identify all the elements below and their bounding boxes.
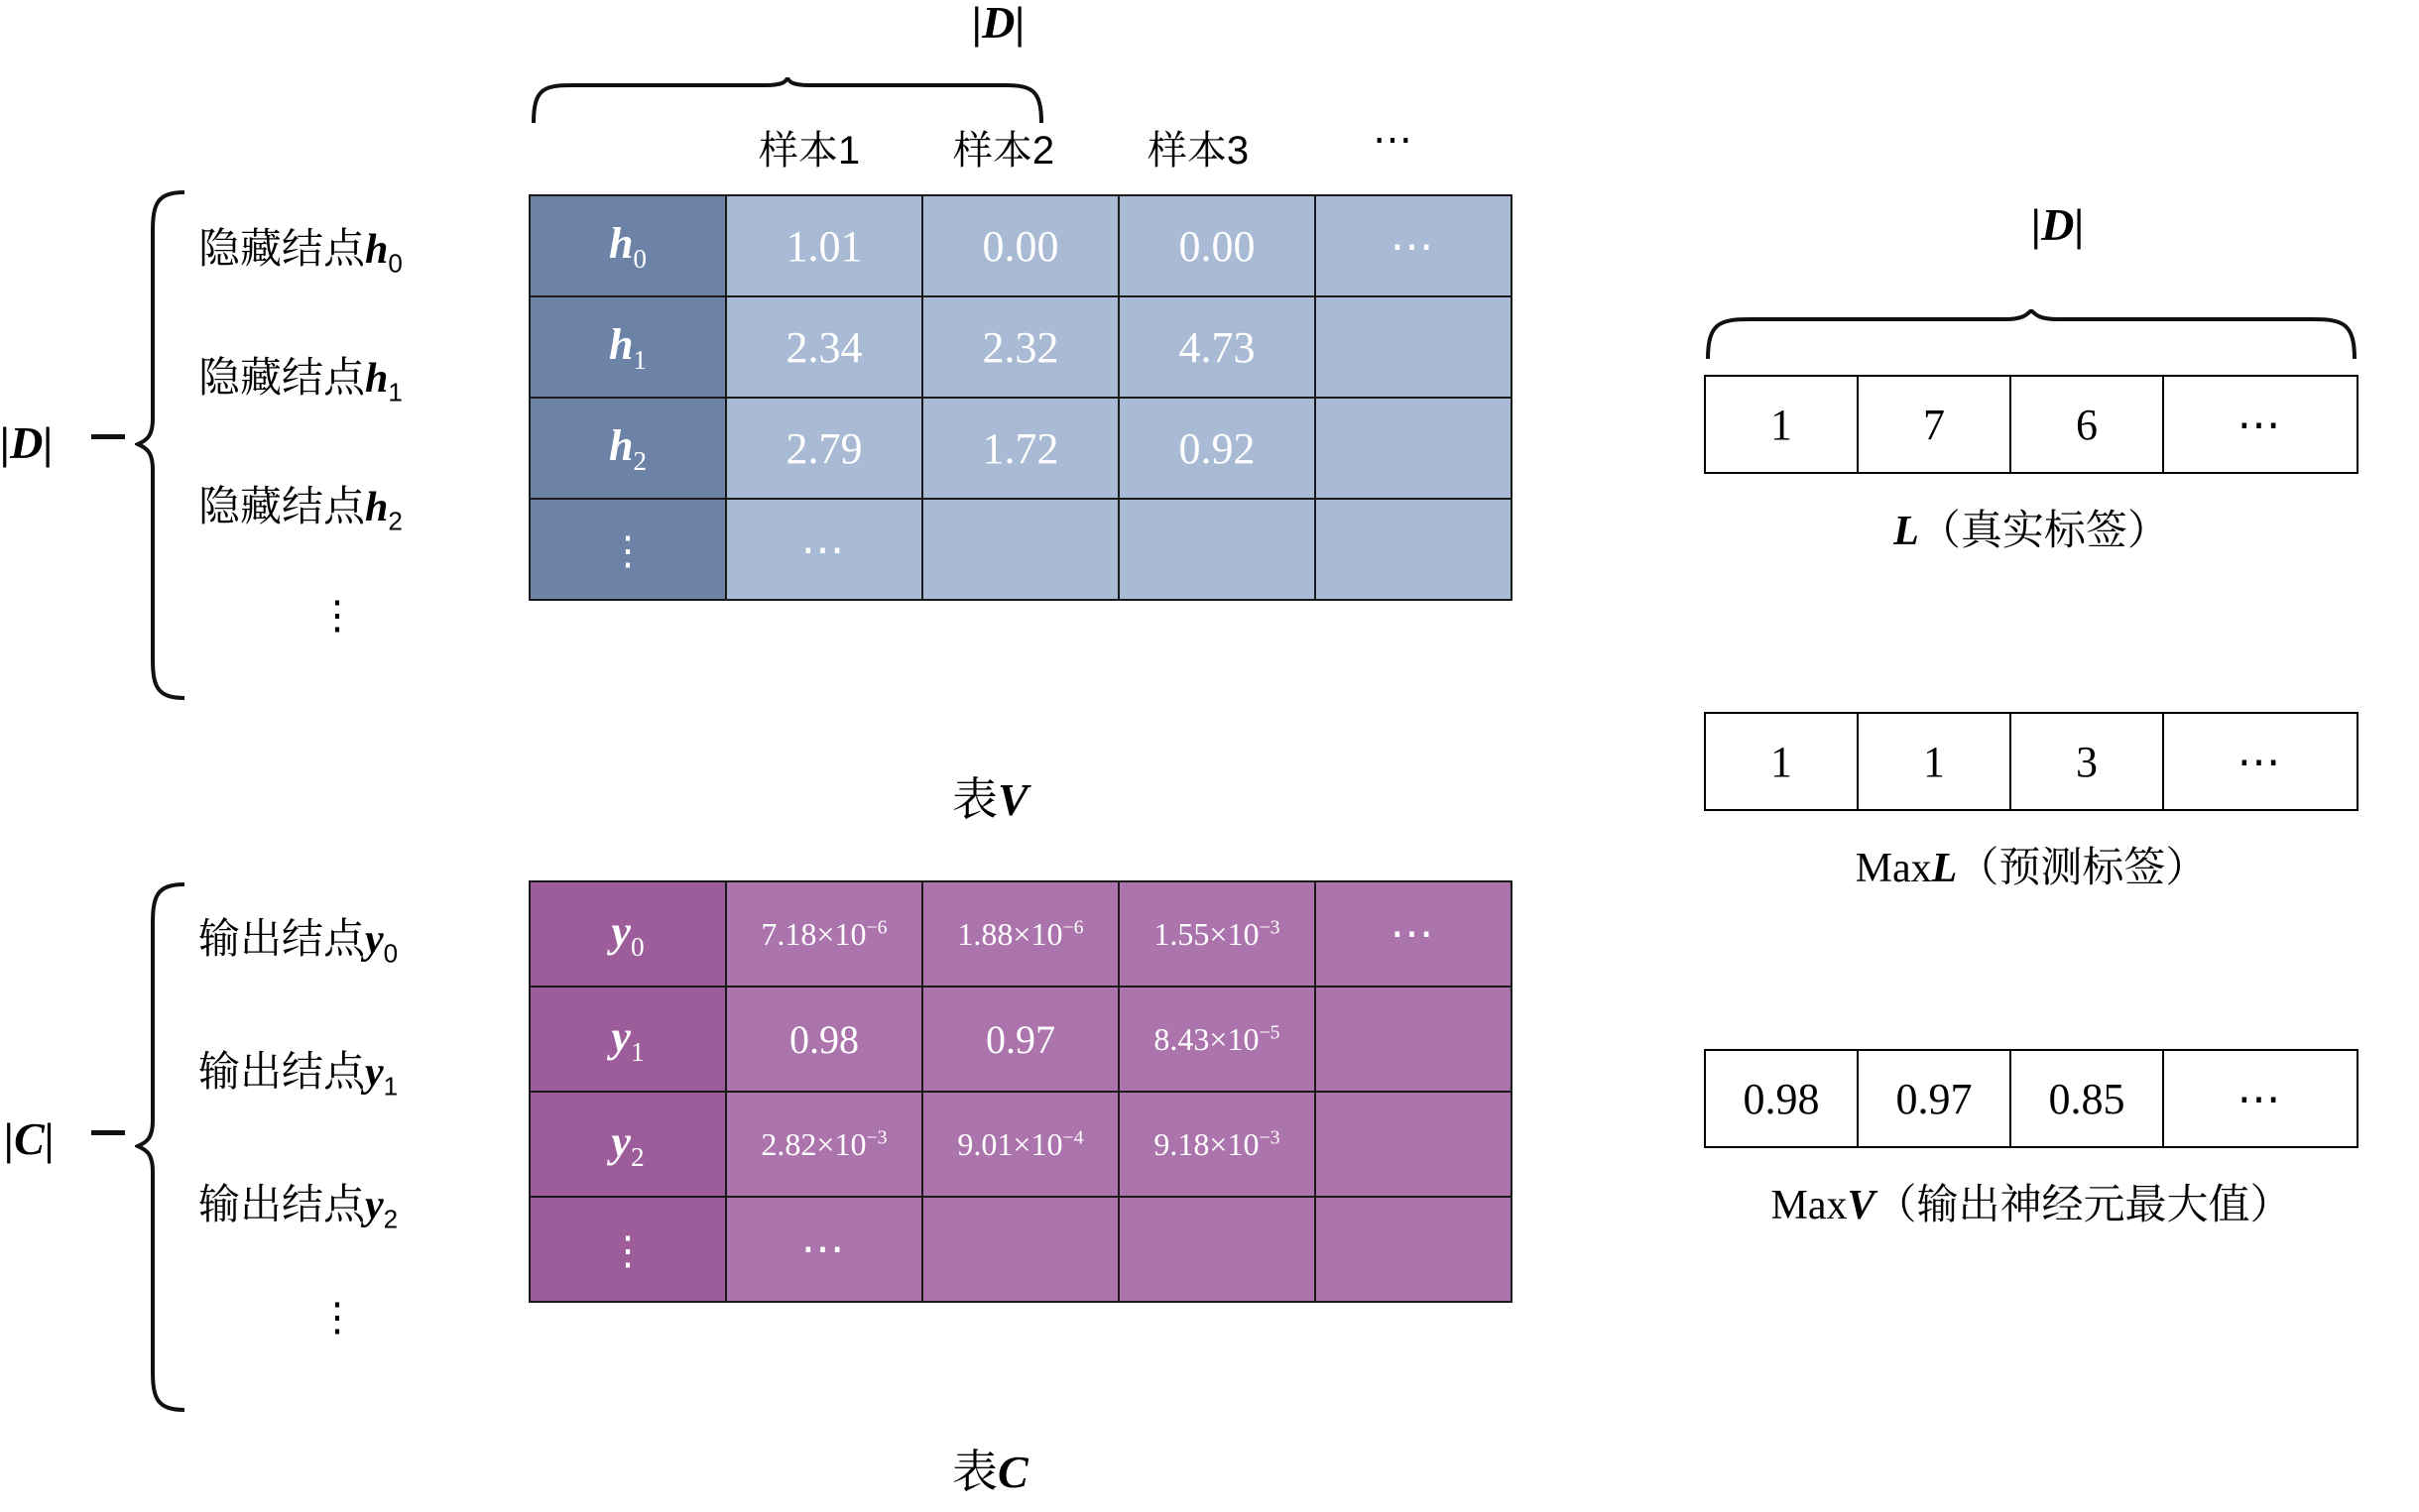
c-rowhead-ellipsis: ⋮ <box>530 1197 726 1302</box>
v-cell-h0-s1: 1.01 <box>726 195 922 296</box>
maxv-cell-ellipsis: ⋯ <box>2163 1050 2358 1147</box>
c-cell-ellipsis-s3 <box>1119 1197 1315 1302</box>
table-row <box>530 296 1512 398</box>
predicted-label-vector <box>1704 712 2359 811</box>
right-brace-icon <box>1704 309 2359 366</box>
c-cell-y2-s3: $9.18\times 10^{-3}$ <box>1119 1092 1315 1197</box>
c-table-caption: 表C <box>952 1446 1028 1497</box>
top-dimension-label: |D| <box>972 0 1026 48</box>
v-rowhead-h1: $h_1$ <box>530 296 726 398</box>
v-rowhead-h0: $h_0$ <box>530 195 726 296</box>
v-rowhead-ellipsis: ⋮ <box>530 499 726 600</box>
v-row-label-h1: 隐藏结点$h_1$ <box>198 354 403 407</box>
table-row <box>1705 376 2358 473</box>
left-dimension-dash-c <box>91 1130 125 1135</box>
c-cell-y1-s2: 0.97 <box>922 987 1119 1092</box>
table-row <box>1705 1050 2358 1147</box>
table-row <box>530 987 1512 1092</box>
v-cell-ellipsis-s2 <box>922 499 1119 600</box>
table-row <box>1705 713 2358 810</box>
c-row-label-y0: 输出结点$y_0$ <box>198 915 399 969</box>
maxl-cell-2: 3 <box>2010 713 2163 810</box>
c-cell-y0-s2: $1.88\times 10^{-6}$ <box>922 881 1119 987</box>
maxv-cell-1: 0.97 <box>1858 1050 2010 1147</box>
c-cell-y0-more: ⋯ <box>1315 881 1512 987</box>
v-cell-h1-s2: 2.32 <box>922 296 1119 398</box>
c-cell-y0-s1: $7.18\times 10^{-6}$ <box>726 881 922 987</box>
c-cell-y2-more <box>1315 1092 1512 1197</box>
table-row <box>530 1197 1512 1302</box>
maxl-cell-1: 1 <box>1858 713 2010 810</box>
c-row-label-y2: 输出结点$y_2$ <box>198 1181 399 1234</box>
column-header-sample2: 样本2 <box>952 129 1055 173</box>
maxv-cell-0: 0.98 <box>1705 1050 1858 1147</box>
v-cell-h1-s1: 2.34 <box>726 296 922 398</box>
v-cell-h0-s3: 0.00 <box>1119 195 1315 296</box>
c-cell-y0-s3: $1.55\times 10^{-3}$ <box>1119 881 1315 987</box>
v-cell-h0-more: ⋯ <box>1315 195 1512 296</box>
v-cell-h1-s3: 4.73 <box>1119 296 1315 398</box>
v-cell-ellipsis-s3 <box>1119 499 1315 600</box>
v-cell-h1-more <box>1315 296 1512 398</box>
column-header-sample1: 样本1 <box>758 129 861 173</box>
table-row <box>530 398 1512 499</box>
l-cell-0: 1 <box>1705 376 1858 473</box>
l-cell-2: 6 <box>2010 376 2163 473</box>
true-label-caption: L（真实标签） <box>1893 507 2169 554</box>
c-row-label-ellipsis: ⋮ <box>317 1295 357 1339</box>
maxl-cell-ellipsis: ⋯ <box>2163 713 2358 810</box>
column-header-ellipsis: ⋯ <box>1373 118 1412 162</box>
v-row-label-ellipsis: ⋮ <box>317 593 357 638</box>
column-header-sample3: 样本3 <box>1147 129 1250 173</box>
output-node-probability-table <box>529 880 1512 1303</box>
top-brace-icon <box>530 77 1045 125</box>
v-cell-h2-s2: 1.72 <box>922 398 1119 499</box>
l-cell-1: 7 <box>1858 376 2010 473</box>
predicted-label-caption: MaxL（预测标签） <box>1855 844 2208 891</box>
c-rowhead-y0: $y_0$ <box>530 881 726 987</box>
c-cell-ellipsis-s2 <box>922 1197 1119 1302</box>
l-cell-ellipsis: ⋯ <box>2163 376 2358 473</box>
c-rowhead-y2: $y_2$ <box>530 1092 726 1197</box>
c-row-label-y1: 输出结点$y_1$ <box>198 1048 399 1102</box>
true-label-vector <box>1704 375 2359 474</box>
v-rowhead-h2: $h_2$ <box>530 398 726 499</box>
hidden-node-activation-table <box>529 194 1512 601</box>
v-cell-h2-more <box>1315 398 1512 499</box>
maxv-cell-2: 0.85 <box>2010 1050 2163 1147</box>
c-cell-y2-s1: $2.82\times 10^{-3}$ <box>726 1092 922 1197</box>
c-rowhead-y1: $y_1$ <box>530 987 726 1092</box>
left-dimension-label-d: |D| <box>0 417 54 468</box>
v-cell-h0-s2: 0.00 <box>922 195 1119 296</box>
left-dimension-dash-d <box>91 434 125 439</box>
table-row <box>530 1092 1512 1197</box>
max-output-vector <box>1704 1049 2359 1148</box>
c-cell-y1-s3: $8.43\times 10^{-5}$ <box>1119 987 1315 1092</box>
right-dimension-label: |D| <box>2031 199 2085 250</box>
c-cell-y2-s2: $9.01\times 10^{-4}$ <box>922 1092 1119 1197</box>
c-cell-y1-more <box>1315 987 1512 1092</box>
c-cell-ellipsis-more <box>1315 1197 1512 1302</box>
v-cell-h2-s3: 0.92 <box>1119 398 1315 499</box>
table-row <box>530 195 1512 296</box>
v-table-caption: 表V <box>952 773 1028 825</box>
table-row <box>530 499 1512 600</box>
left-dimension-label-c: |C| <box>4 1113 55 1164</box>
maxl-cell-0: 1 <box>1705 713 1858 810</box>
left-brace-c-icon <box>135 880 190 1421</box>
v-row-label-h0: 隐藏结点$h_0$ <box>198 225 403 279</box>
c-cell-y1-s1: 0.98 <box>726 987 922 1092</box>
max-output-caption: MaxV（输出神经元最大值） <box>1770 1181 2292 1228</box>
v-cell-ellipsis-more <box>1315 499 1512 600</box>
left-brace-v-icon <box>135 188 190 709</box>
v-cell-h2-s1: 2.79 <box>726 398 922 499</box>
c-cell-ellipsis-s1: ⋯ <box>726 1197 922 1302</box>
v-cell-ellipsis-s1: ⋯ <box>726 499 922 600</box>
table-row <box>530 881 1512 987</box>
v-row-label-h2: 隐藏结点$h_2$ <box>198 483 403 536</box>
